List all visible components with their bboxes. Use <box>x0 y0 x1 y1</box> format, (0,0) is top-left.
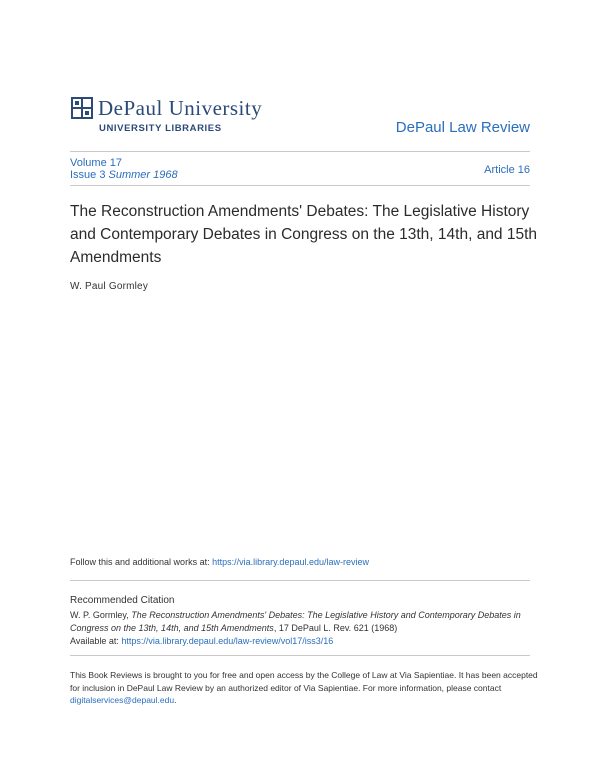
divider-citation <box>70 580 530 581</box>
shield-icon <box>70 96 94 120</box>
issue-info <box>70 157 178 181</box>
volume-link[interactable]: Volume 17 <box>70 157 122 169</box>
university-name: DePaul University <box>98 96 263 120</box>
citation-link[interactable]: https://via.library.depaul.edu/law-review/vol17/iss3/16 <box>121 636 334 646</box>
depaul-university-logo <box>70 96 300 136</box>
citation-body: W. P. Gormley, The Reconstruction Amendments' Debates: The Legislative History and Contemporary Debates in Congress on the 13th, 14th, and 15th Amendments, 17 DePaul L. Rev. 621 (1968) Available at: https://via.library.depaul.edu/law-review/vol17/iss3/16 <box>70 610 521 646</box>
article-number-link[interactable]: Article 16 <box>484 164 530 176</box>
citation-heading: Recommended Citation <box>70 595 175 606</box>
divider-top <box>70 151 530 152</box>
article-title[interactable]: The Reconstruction Amendments' Debates: The Legislative History and Contemporary Debates in Congress on the 13th, 14th, and 15th Amendments <box>70 203 538 266</box>
libraries-label: UNIVERSITY LIBRARIES <box>99 123 222 134</box>
citation-title: The Reconstruction Amendments' Debates: The Legislative History and Contemporary Debates in Congress on the 13th, 14th, and 15th Amendments <box>70 610 521 633</box>
journal-name-link[interactable]: DePaul Law Review <box>395 119 530 136</box>
author-name: W. Paul Gormley <box>70 281 149 292</box>
contact-email-link[interactable]: digitalservices@depaul.edu <box>70 695 175 705</box>
divider-footer <box>70 655 530 656</box>
follow-line <box>70 557 369 567</box>
access-notice: This Book Reviews is brought to you for free and open access by the College of Law at Via Sapientiae. It has been accepted for inclusion in DePaul Law Review by an authorized editor of Via Sapientiae. For more information, please contact digitalservices@depaul.edu. <box>70 670 538 705</box>
follow-link[interactable]: https://via.library.depaul.edu/law-review <box>212 557 369 567</box>
issue-link[interactable]: Issue 3 Summer 1968 <box>70 169 178 181</box>
follow-text: Follow this and additional works at: <box>70 557 213 567</box>
divider-issue <box>70 185 530 186</box>
